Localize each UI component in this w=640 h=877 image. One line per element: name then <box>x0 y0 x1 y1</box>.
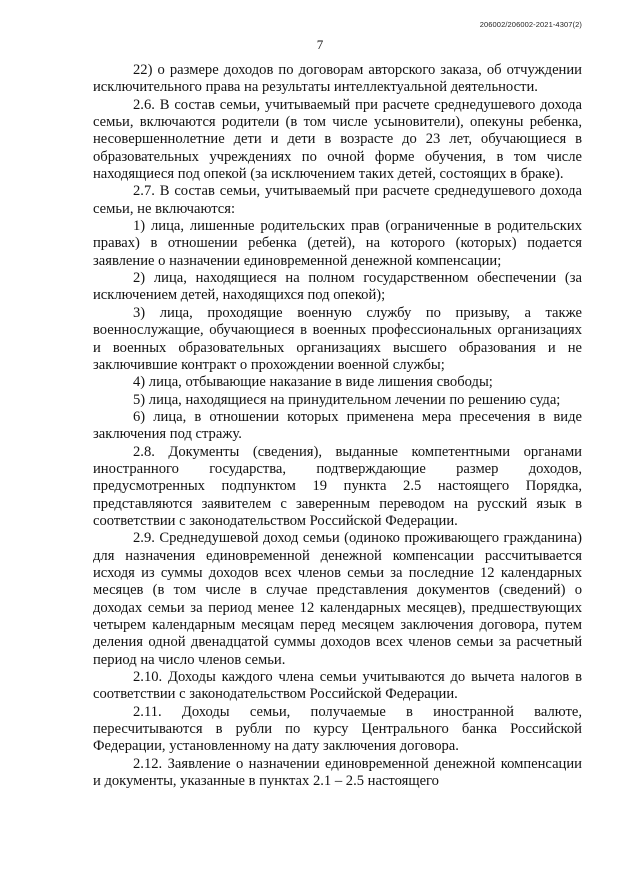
paragraph-2-7-item-4: 4) лица, отбывающие наказание в виде лишения свободы; <box>133 374 493 391</box>
paragraph-2-7-item-3: 3) лица, проходящие военную службу по призыву, а также военнослужащие, обучающиеся в военных профессиональных организациях и военных образовательных организациях высшего образования и не заключившие контракт о прохождении военной службы; <box>93 304 582 373</box>
paragraph-2-8: 2.8. Документы (сведения), выданные компетентными органами иностранного государства, подтверждающие размер доходов, предусмотренных подпунктом 19 пункта 2.5 настоящего Порядка, представляются заявителем с заверенным переводом на русский язык в соответствии с законодательством Российской Федерации. <box>93 443 582 529</box>
paragraph-2-6: 2.6. В состав семьи, учитываемый при расчете среднедушевого дохода семьи, включаются родители (в том числе усыновители), опекуны ребенка, несовершеннолетние дети и дети в возрасте до 23 лет, обучающиеся в образовательных учреждениях по очной форме обучения, в том числе находящиеся под опекой (за исключением таких детей, состоящих в браке). <box>93 96 582 183</box>
paragraph-2-7-item-2: 2) лица, находящиеся на полном государственном обеспечении (за исключением детей, находящихся под опекой); <box>93 270 582 304</box>
paragraph-2-11: 2.11. Доходы семьи, получаемые в иностранной валюте, пересчитываются в рубли по курсу Центрального банка Российской Федерации, установленному на дату заключения договора. <box>93 703 582 755</box>
paragraph-22-subitem: 22) о размере доходов по договорам авторского заказа, об отчуждении исключительного права на результаты интеллектуальной деятельности. <box>93 62 582 96</box>
paragraph-2-7: 2.7. В состав семьи, учитываемый при расчете среднедушевого дохода семьи, не включаются: <box>93 183 582 217</box>
paragraph-2-7-item-1: 1) лица, лишенные родительских прав (ограниченные в родительских правах) в отношении ребенка (детей), на которого (которых) подается заявление о назначении единовременной денежной компенсации; <box>93 218 582 269</box>
page-number: 7 <box>316 37 324 52</box>
document-number: 206002/206002-2021-4307(2) <box>479 20 582 29</box>
document-body <box>93 62 582 790</box>
paragraph-2-10: 2.10. Доходы каждого члена семьи учитываются до вычета налогов в соответствии с законодательством Российской Федерации. <box>93 669 582 703</box>
paragraph-2-9: 2.9. Среднедушевой доход семьи (одиноко проживающего гражданина) для назначения единовременной денежной компенсации рассчитывается исходя из суммы доходов всех членов семьи за последние 12 календарных месяцев (в том числе в случае представления документов (сведений) о доходах семьи за период менее 12 календарных месяцев), предшествующих четырем календарным месяцам перед месяцем заключения договора, путем деления одной двенадцатой суммы доходов всех членов семьи за расчетный период на число членов семьи. <box>93 530 582 668</box>
paragraph-2-7-item-5: 5) лица, находящиеся на принудительном лечении по решению суда; <box>133 391 561 408</box>
paragraph-2-7-item-6: 6) лица, в отношении которых применена мера пресечения в виде заключения под стражу. <box>93 408 582 443</box>
paragraph-2-12: 2.12. Заявление о назначении единовременной денежной компенсации и документы, указанные в пунктах 2.1 – 2.5 настоящего <box>93 755 582 790</box>
